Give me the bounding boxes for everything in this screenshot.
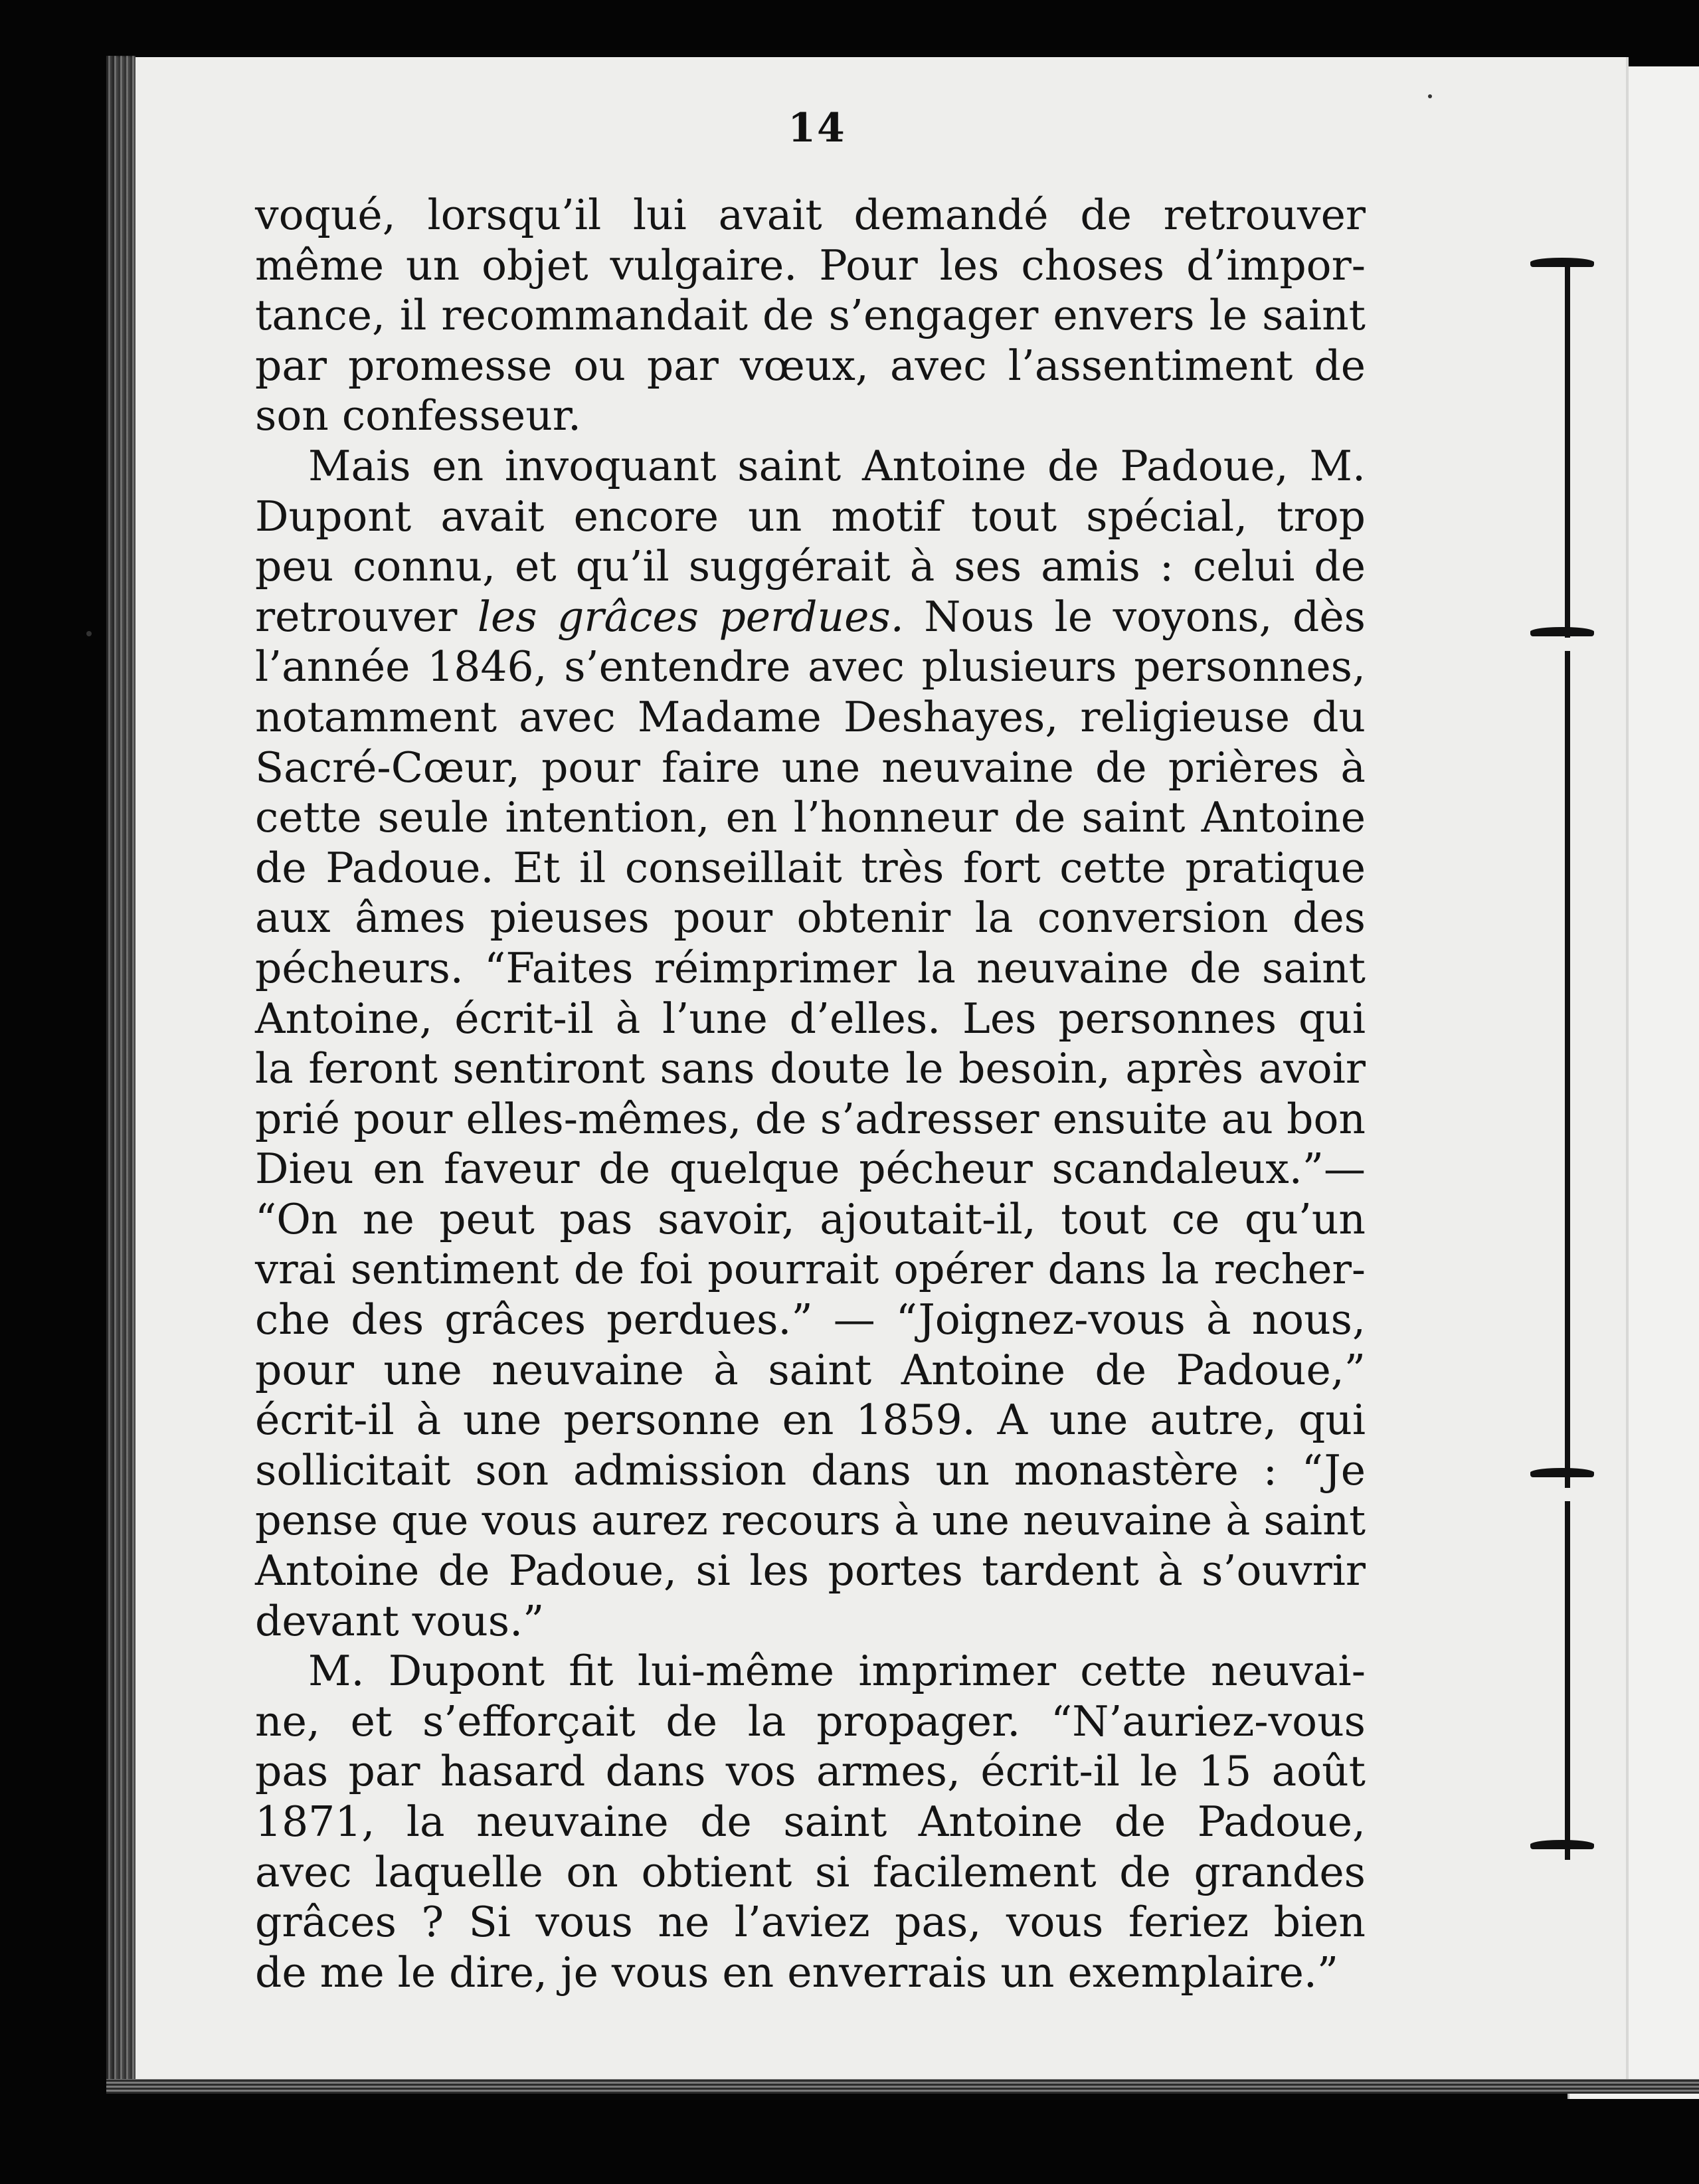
text-line: sollicitait son admission dans un monastère : “Je — [255, 1445, 1366, 1495]
text-line: même un objet vulgaire. Pour les choses d’impor- — [255, 240, 1366, 290]
text-line: pas par hasard dans vos armes, écrit-il le 15 août — [255, 1747, 1366, 1796]
text-line: voqué, lorsqu’il lui avait demandé de retrouver — [255, 191, 1366, 239]
text-line: devant vous.” — [255, 1596, 545, 1645]
binding-thread — [1565, 651, 1570, 1488]
binding-stitch — [1530, 258, 1594, 267]
text-line: de me le dire, je vous en enverrais un exemplaire.” — [255, 1948, 1339, 1997]
text-line: Antoine de Padoue, si les portes tardent à s’ouvrir — [255, 1546, 1366, 1595]
text-line: Antoine, écrit-il à l’une d’elles. Les personnes qui — [255, 994, 1366, 1043]
text-line — [255, 592, 1366, 642]
binding-stitch — [1530, 627, 1594, 636]
text-line: M. Dupont fit lui-même imprimer cette neuvai- — [308, 1647, 1366, 1696]
text-line: avec laquelle on obtient si facilement de grandes — [255, 1847, 1366, 1896]
scan-speck — [86, 631, 92, 636]
text-line: écrit-il à une personne en 1859. A une autre, qui — [255, 1396, 1366, 1445]
text-line: pense que vous aurez recours à une neuvaine à saint — [255, 1496, 1366, 1545]
text-line: vrai sentiment de foi pourrait opérer dans la recher- — [255, 1245, 1366, 1294]
page-edge-stack — [106, 56, 135, 2086]
text-line: Dupont avait encore un motif tout spécial, trop — [255, 492, 1366, 541]
page-bottom-edge — [106, 2079, 1699, 2094]
binding-stitch — [1530, 1840, 1594, 1849]
text-line: Dieu en faveur de quelque pécheur scandaleux.”— — [255, 1144, 1366, 1194]
text-line: notamment avec Madame Deshayes, religieuse du — [255, 692, 1366, 741]
binding-thread — [1565, 266, 1570, 638]
italic-phrase: les grâces perdues. — [477, 592, 904, 641]
scan-speck — [1428, 94, 1432, 98]
text-line: la feront sentiront sans doute le besoin, après avoir — [255, 1044, 1366, 1093]
text-line: che des grâces perdues.” — “Joignez-vous à nous, — [255, 1295, 1366, 1344]
text-line: “On ne peut pas savoir, ajoutait-il, tout ce qu’un — [255, 1194, 1366, 1243]
text-line: pour une neuvaine à saint Antoine de Padoue,” — [255, 1345, 1366, 1394]
text-segment: Nous le voyons, dès — [903, 592, 1366, 641]
binding-stitch — [1530, 1468, 1594, 1477]
text-line: l’année 1846, s’entendre avec plusieurs personnes, — [255, 642, 1366, 691]
text-line: son confesseur. — [255, 391, 581, 440]
body-text — [255, 190, 1366, 1997]
text-line: pécheurs. “Faites réimprimer la neuvaine de saint — [255, 943, 1366, 992]
page-number: 14 — [788, 105, 846, 151]
binding-thread — [1565, 1501, 1570, 1860]
text-line: aux âmes pieuses pour obtenir la conversion des — [255, 893, 1366, 943]
text-line: tance, il recommandait de s’engager envers le saint — [255, 291, 1366, 340]
text-line: peu connu, et qu’il suggérait à ses amis : celui de — [255, 542, 1366, 591]
text-line: de Padoue. Et il conseillait très fort cette pratique — [255, 843, 1366, 892]
text-line: prié pour elles-mêmes, de s’adresser ensuite au bon — [255, 1094, 1366, 1143]
text-line: grâces ? Si vous ne l’aviez pas, vous feriez bien — [255, 1898, 1366, 1947]
text-line: par promesse ou par vœux, avec l’assentiment de — [255, 341, 1366, 390]
text-line: ne, et s’efforçait de la propager. “N’auriez-vous — [255, 1696, 1366, 1746]
text-line: 1871, la neuvaine de saint Antoine de Padoue, — [255, 1797, 1366, 1846]
text-line: Sacré-Cœur, pour faire une neuvaine de prières à — [255, 743, 1366, 792]
text-line: Mais en invoquant saint Antoine de Padoue, M. — [308, 441, 1366, 490]
text-line: cette seule intention, en l’honneur de saint Antoine — [255, 793, 1366, 842]
text-segment: retrouver — [255, 592, 478, 641]
